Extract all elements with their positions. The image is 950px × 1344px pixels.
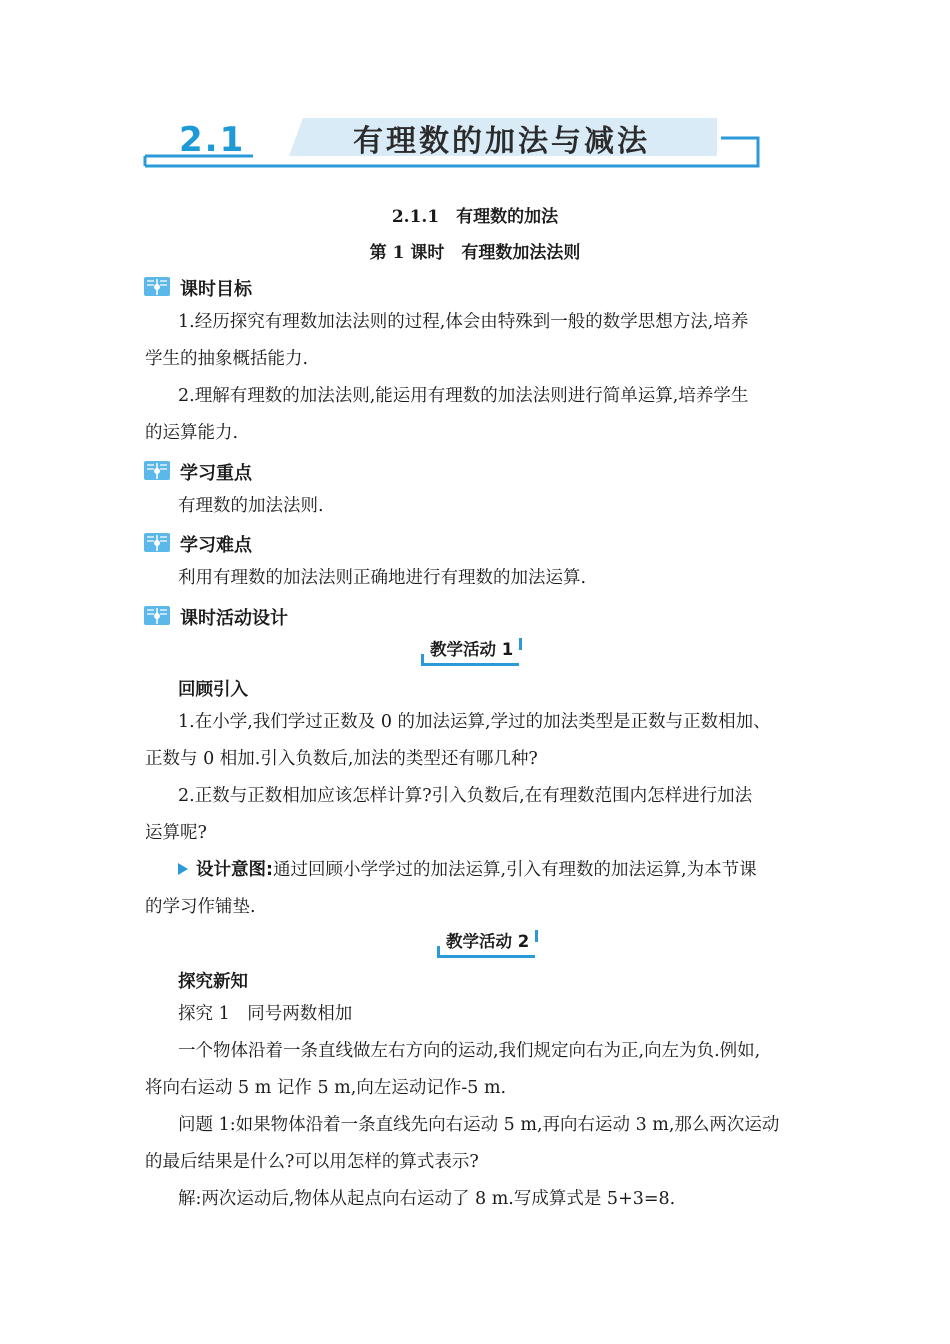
goals-heading-text: 课时目标 xyxy=(180,279,252,300)
goal-1-line-1: 1.经历探究有理数加法法则的过程,体会由特殊到一般的数学思想方法,培养 xyxy=(178,312,749,332)
design-heading-text: 课时活动设计 xyxy=(180,608,288,629)
lesson-title: 第 1 课时 有理数加法法则 xyxy=(369,243,581,263)
section-title: 有理数的加法与减法 xyxy=(353,124,650,159)
question-1-line-1: 问题 1:如果物体沿着一条直线先向右运动 5 m,再向右运动 3 m,那么两次运动 xyxy=(178,1115,780,1135)
intro-line-2: 将向右运动 5 m 记作 5 m,向左运动记作-5 m. xyxy=(145,1078,507,1098)
activity-1-q1-line-1: 1.在小学,我们学过正数及 0 的加法运算,学过的加法类型是正数与正数相加、 xyxy=(178,712,771,732)
book-icon xyxy=(143,274,171,298)
difficulty-heading-text: 学习难点 xyxy=(180,535,252,556)
key-point-text: 有理数的加法法则. xyxy=(178,496,324,516)
book-icon xyxy=(143,530,171,554)
difficulty-text: 利用有理数的加法法则正确地进行有理数的加法运算. xyxy=(178,568,587,588)
goal-2-line-2: 的运算能力. xyxy=(145,423,239,443)
section-banner xyxy=(143,110,763,172)
answer-text: 解:两次运动后,物体从起点向右运动了 8 m.写成算式是 5+3=8. xyxy=(178,1189,676,1209)
goal-1-line-2: 学生的抽象概括能力. xyxy=(145,349,309,369)
section-number: 2.1 xyxy=(179,120,246,160)
key-point-heading-text: 学习重点 xyxy=(180,463,252,484)
subsection-title: 2.1.1 有理数的加法 xyxy=(391,207,559,227)
design-intent-label: 设计意图: xyxy=(196,860,273,880)
activity-1-q1-line-2: 正数与 0 相加.引入负数后,加法的类型还有哪几种? xyxy=(145,749,538,769)
design-intent-text: 通过回顾小学学过的加法运算,引入有理数的加法运算,为本节课 xyxy=(273,860,757,880)
book-icon xyxy=(143,458,171,482)
activity-1-q2-line-2: 运算呢? xyxy=(145,823,207,843)
design-intent-line-2: 的学习作铺垫. xyxy=(145,897,256,917)
triangle-bullet-icon xyxy=(178,863,188,875)
activity-2-subhead: 探究新知 xyxy=(178,972,248,992)
design-intent-line-1 xyxy=(178,852,858,889)
explore-1-title: 探究 1 同号两数相加 xyxy=(178,1004,353,1024)
activity-1-label: 教学活动 1 xyxy=(424,636,519,666)
goal-2-line-1: 2.理解有理数的加法法则,能运用有理数的加法法则进行简单运算,培养学生 xyxy=(178,386,749,406)
question-1-line-2: 的最后结果是什么?可以用怎样的算式表示? xyxy=(145,1152,479,1172)
activity-1-subhead: 回顾引入 xyxy=(178,680,248,700)
intro-line-1: 一个物体沿着一条直线做左右方向的运动,我们规定向右为正,向左为负.例如, xyxy=(178,1041,761,1061)
activity-1-q2-line-1: 2.正数与正数相加应该怎样计算?引入负数后,在有理数范围内怎样进行加法 xyxy=(178,786,753,806)
activity-2-label: 教学活动 2 xyxy=(440,928,535,958)
book-icon xyxy=(143,603,171,627)
